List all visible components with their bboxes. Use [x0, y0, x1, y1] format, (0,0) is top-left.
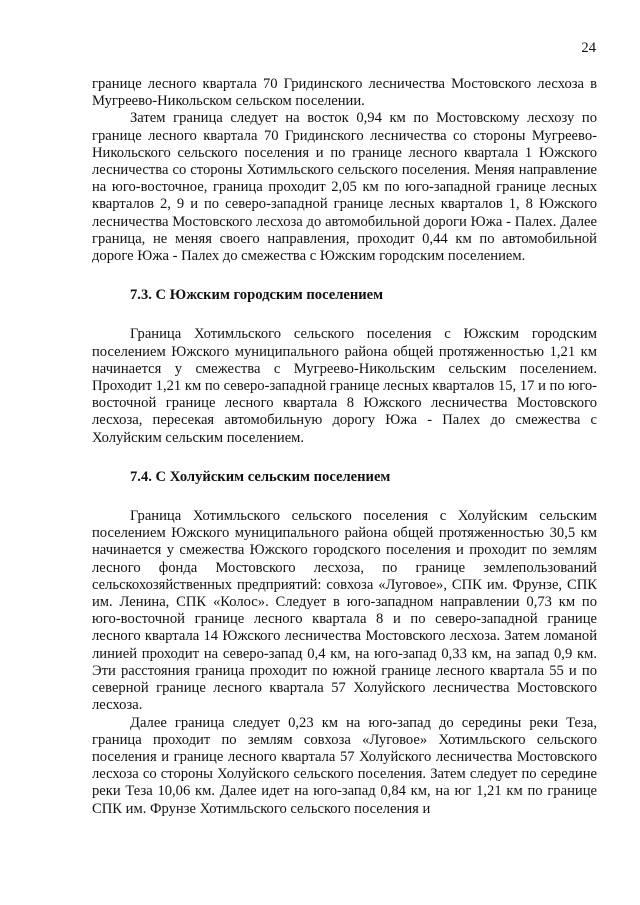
section-heading: 7.3. С Южским городским поселением	[130, 287, 384, 304]
page-number: 24	[581, 40, 596, 56]
section-heading: 7.4. С Холуйским сельским поселением	[130, 468, 391, 485]
document-body	[92, 76, 597, 818]
paragraph: Далее граница следует 0,23 км на юго-запад до середины реки Теза, граница проходит по землям совхоза «Луговое» Хотимльского сельского поселения и границе лесного квартала 57 Холуйского лесничества Мостовского лесхоза со стороны Холуйского сельского поселения. Затем следует по середине реки Теза 10,06 км. Далее идет на юго-запад 0,84 км, на юг 1,21 км по границе СПК им. Фрунзе Хотимльского сельского поселения и	[92, 714, 597, 817]
paragraph: Затем граница следует на восток 0,94 км по Мостовскому лесхозу по границе лесного квартала 70 Гридинского лесничества со стороны Мугреево-Никольского сельского поселения и по границе лесного квартала 1 Южского лесничества со стороны Хотимльского сельского поселения. Меняя направление на юго-восточное, граница проходит 2,05 км по юго-западной границе лесных кварталов 2, 9 и по северо-западной границе лесных кварталов 1, 8 Южского лесничества Мостовского лесхоза до автомобильной дороги Южа - Палех. Далее граница, не меняя своего направления, проходит 0,44 км по автомобильной дороге Южа - Палех до смежества с Южским городским поселением.	[92, 110, 597, 265]
paragraph: Граница Хотимльского сельского поселения с Холуйским сельским поселением Южского муниципального района общей протяженностью 30,5 км начинается у смежества Южского городского поселения и проходит по землям лесного фонда Мостовского лесхоза, по границе землепользований сельскохозяйственных предприятий: совхоза «Луговое», СПК им. Фрунзе, СПК им. Ленина, СПК «Колос». Следует в юго-западном направлении 0,73 км по юго-восточной границе лесного квартала 8 и по северо-западной границе лесного квартала 14 Южского лесничества Мостовского лесхоза. Затем ломаной линией проходит на северо-запад 0,4 км, на юго-запад 0,33 км, на запад 0,9 км. Эти расстояния граница проходит по южной границе лесного квартала 55 и по северной границе лесного квартала 57 Холуйского лесничества Мостовского лесхоза.	[92, 508, 597, 714]
paragraph: Граница Хотимльского сельского поселения с Южским городским поселением Южского муниципального района общей протяженностью 1,21 км начинается у смежества с Мугреево-Никольским сельским поселением. Проходит 1,21 км по северо-западной границе лесных кварталов 15, 17 и по юго-восточной границе лесного квартала 8 Южского лесничества Мостовского лесхоза, пересекая автомобильную дорогу Южа - Палех до смежества с Холуйским сельским поселением.	[92, 326, 597, 446]
paragraph: границе лесного квартала 70 Гридинского лесничества Мостовского лесхоза в Мугреево-Никольском сельском поселении.	[92, 76, 597, 110]
